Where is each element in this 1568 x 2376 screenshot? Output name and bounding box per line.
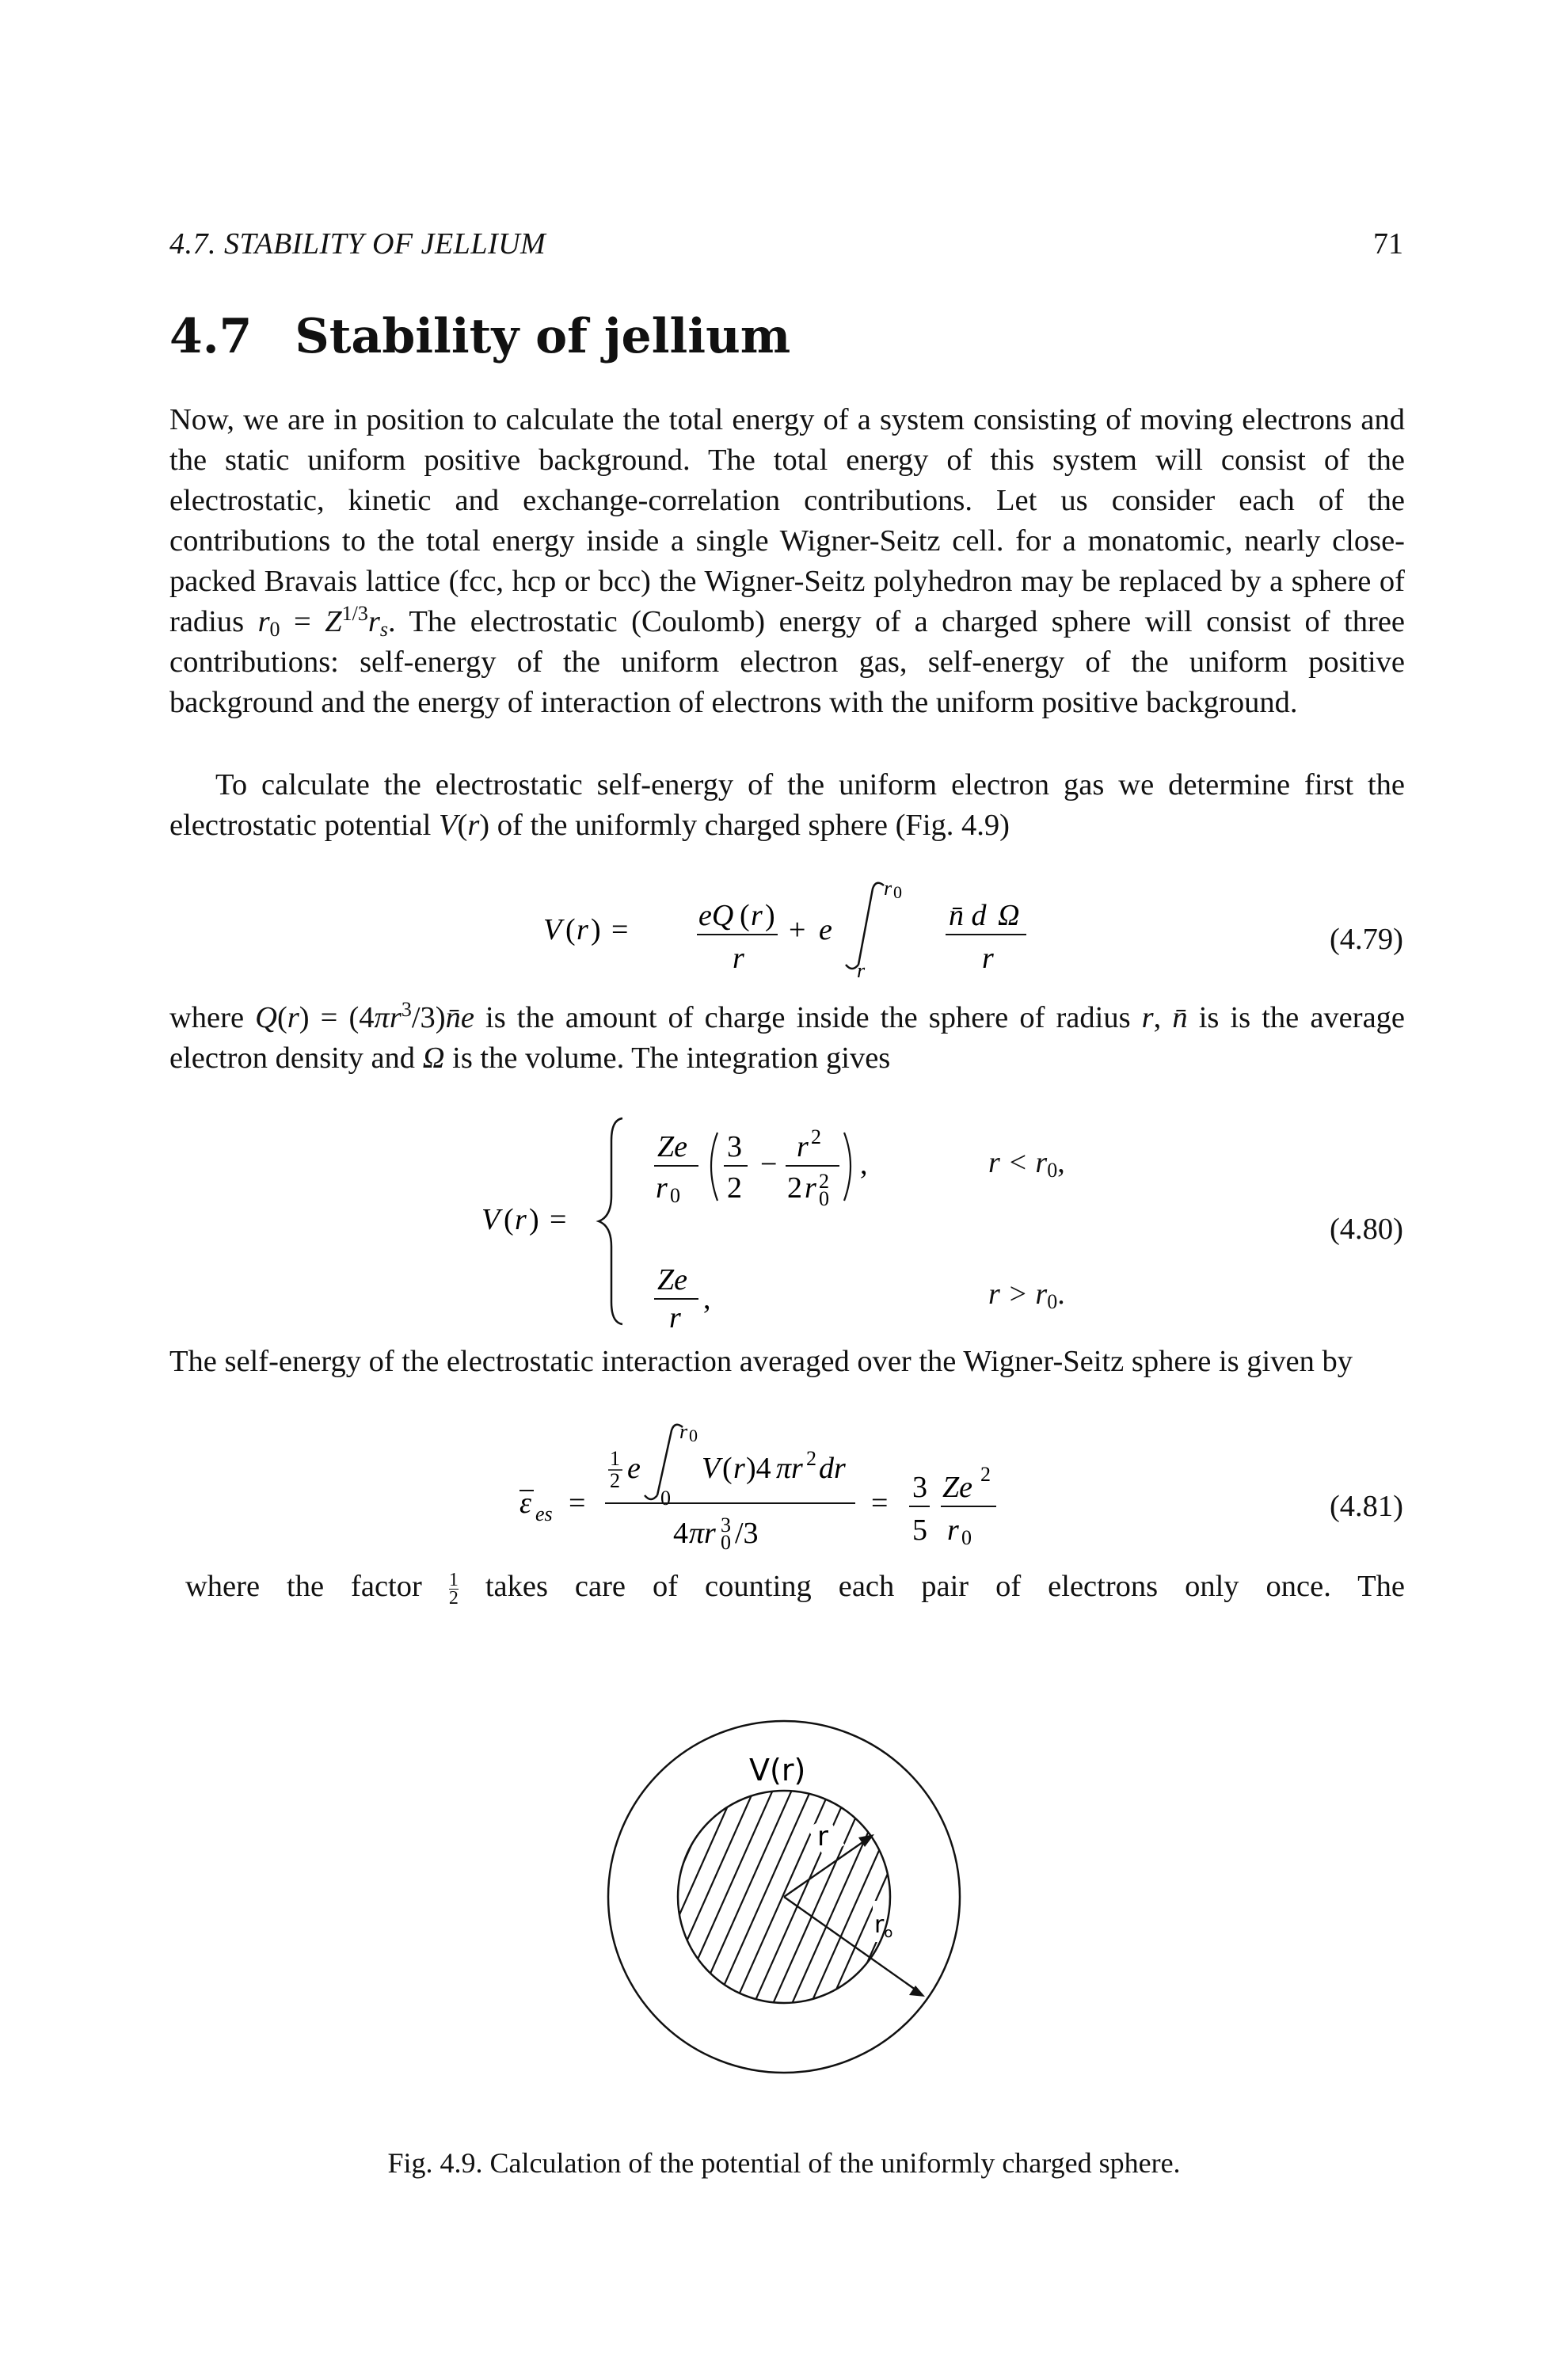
svg-text:0: 0 — [721, 1531, 731, 1554]
svg-text:5: 5 — [912, 1514, 927, 1547]
svg-text:r: r — [669, 1301, 681, 1331]
svg-text:r: r — [515, 1203, 527, 1236]
svg-text:r: r — [857, 959, 866, 982]
svg-text:πr: πr — [776, 1452, 803, 1485]
svg-text:r: r — [577, 913, 588, 946]
svg-text:Ze: Ze — [942, 1471, 972, 1504]
svg-text:2: 2 — [610, 1469, 620, 1492]
equation-number-4-81: (4.81) — [1329, 1490, 1403, 1523]
math-r0-def: $r_0 = Z^{1/3}r_s$ — [257, 602, 388, 641]
svg-text:,: , — [703, 1282, 711, 1316]
figure-charged-sphere — [602, 1719, 966, 2083]
svg-text:r: r — [751, 899, 763, 932]
svg-text:r: r — [656, 1171, 668, 1205]
paragraph-potential-text-a: To calculate the electrostatic self-energy of the uniform electron gas we determine first the electrostatic potential — [169, 768, 1405, 842]
section-title — [169, 309, 790, 364]
svg-text:(: ( — [504, 1203, 514, 1236]
svg-text:0: 0 — [819, 1187, 829, 1210]
paragraph-intro-text-a: Now, we are in position to calculate the total energy of a system consisting of moving electrons and the static uniform positive background. The total energy of this system will consist of the electrostatic, kinetic and exchange-correlation contributions. Let us consider each of the contributions to the total energy inside a single Wigner-Seitz cell. for a monatomic, nearly close-packed Bravais lattice (fcc, hcp or bcc) the Wigner-Seitz polyhedron may be replaced by a sphere of radius — [169, 403, 1405, 638]
figure-label-r: r — [817, 1821, 828, 1852]
svg-text:es: es — [535, 1502, 553, 1525]
figure-caption: Fig. 4.9. Calculation of the potential of the uniformly charged sphere. — [387, 2147, 1181, 2179]
paragraph-charge: where $Q(r) = (4\pi r^3/3)n̄e$ is the amount of charge inside the sphere of radius r, n̄ is is the average electron density and Ω is the volume. The integration gives — [169, 998, 1406, 1075]
figure-label-r0: $r_o$ — [874, 1911, 893, 1941]
equation-4-80 — [475, 1109, 1188, 1331]
paragraph-charge-text-d: is the volume. The integration gives — [444, 1041, 891, 1075]
svg-text:3: 3 — [727, 1130, 742, 1163]
svg-text:(: ( — [565, 913, 576, 946]
svg-text:2: 2 — [806, 1447, 816, 1470]
svg-text:r: r — [982, 942, 994, 975]
svg-text:/3: /3 — [735, 1517, 759, 1550]
paragraph-factor-text-a: where the factor — [185, 1570, 449, 1603]
paragraph-charge-text-a: where — [169, 1001, 256, 1034]
svg-text:r: r — [947, 1514, 959, 1547]
paragraph-intro-text-b: . The electrostatic (Coulomb) energy of a charged sphere will consist of three contributions: self-energy of the uniform electron gas, self-energy of the uniform positive background and the energy of interaction of electrons with the uniform positive background. — [169, 605, 1405, 719]
svg-text:r: r — [884, 877, 892, 900]
svg-text:)4: )4 — [746, 1452, 771, 1485]
paragraph-potential: To calculate the electrostatic self-energy of the uniform electron gas we determine first the electrostatic potential V(r) of the uniformly charged sphere (Fig. 4.9) — [169, 768, 1405, 842]
svg-text:2: 2 — [787, 1171, 802, 1205]
section-title-text: Stability of jellium — [295, 309, 791, 364]
equation-4-79 — [515, 871, 1069, 990]
svg-text:3: 3 — [912, 1471, 927, 1504]
svg-text:3: 3 — [721, 1514, 731, 1536]
math-vr-inline: V — [438, 809, 458, 842]
svg-text:+: + — [789, 913, 806, 946]
paragraph-self-energy: The self-energy of the electrostatic interaction averaged over the Wigner-Seitz sphere is given by — [169, 1345, 1353, 1378]
condition-inside: $r < r_0$, — [988, 1146, 1065, 1182]
svg-text:,: , — [860, 1148, 868, 1181]
svg-text:=: = — [611, 913, 629, 946]
svg-text:ε: ε — [519, 1487, 531, 1520]
paragraph-potential-text-b: of the uniformly charged sphere (Fig. 4.9) — [489, 809, 1010, 842]
svg-text:2: 2 — [727, 1171, 742, 1205]
svg-text:0: 0 — [670, 1184, 680, 1207]
paragraph-factor: where the factor 1 2 takes care of counting each pair of electrons only once. The — [185, 1569, 1405, 1609]
svg-text:0: 0 — [893, 882, 902, 902]
svg-text:−: − — [760, 1148, 778, 1181]
paragraph-charge-text-c: is the average electron density and — [169, 1001, 1406, 1075]
page-number: 71 — [1373, 227, 1403, 261]
equation-number-4-79: (4.79) — [1329, 923, 1403, 956]
svg-text:0: 0 — [689, 1426, 698, 1445]
figure-label-potential: V(r) — [749, 1753, 806, 1788]
svg-text:4: 4 — [673, 1517, 688, 1550]
svg-text:Ze: Ze — [657, 1130, 687, 1163]
condition-outside: $r > r_0$. — [988, 1277, 1065, 1313]
svg-text:r: r — [733, 1452, 745, 1485]
svg-text:V: V — [543, 913, 562, 946]
svg-text:(: ( — [722, 1452, 733, 1485]
svg-text:=: = — [569, 1487, 586, 1520]
running-head: 4.7. STABILITY OF JELLIUM — [169, 227, 546, 261]
svg-text:e: e — [627, 1452, 641, 1485]
paragraph-factor-text-b: takes care of counting each pair of electrons only once. The — [458, 1570, 1405, 1603]
svg-text:eQ: eQ — [698, 899, 734, 932]
equation-4-81 — [507, 1418, 1109, 1568]
svg-text:2: 2 — [819, 1170, 829, 1193]
svg-text:): ) — [591, 913, 601, 946]
svg-text:V: V — [481, 1203, 500, 1236]
section-number: 4.7 — [169, 309, 253, 364]
svg-text:2: 2 — [811, 1125, 821, 1148]
paragraph-charge-text-b: is the amount of charge inside the sphere of radius — [474, 1001, 1142, 1034]
svg-text:Ω: Ω — [998, 899, 1020, 932]
svg-text:Ze: Ze — [657, 1263, 687, 1297]
svg-text:): ) — [529, 1203, 539, 1236]
svg-text:(: ( — [740, 899, 750, 932]
svg-text:=: = — [550, 1203, 567, 1236]
equation-number-4-80: (4.80) — [1329, 1213, 1403, 1246]
svg-text:dr: dr — [819, 1452, 846, 1485]
svg-text:e: e — [819, 913, 832, 946]
svg-text:): ) — [765, 899, 775, 932]
paragraph-intro — [169, 400, 1405, 723]
svg-text:=: = — [871, 1487, 889, 1520]
svg-text:r: r — [679, 1420, 688, 1443]
svg-text:V: V — [702, 1452, 721, 1485]
svg-text:0: 0 — [961, 1526, 972, 1549]
svg-text:r: r — [805, 1171, 816, 1205]
svg-text:πr: πr — [689, 1517, 716, 1550]
svg-text:n̄ d: n̄ d — [949, 899, 987, 932]
svg-text:r: r — [733, 942, 744, 975]
svg-text:1: 1 — [610, 1447, 620, 1470]
svg-text:2: 2 — [980, 1463, 991, 1486]
svg-text:r: r — [797, 1130, 809, 1163]
svg-text:0: 0 — [660, 1487, 671, 1510]
